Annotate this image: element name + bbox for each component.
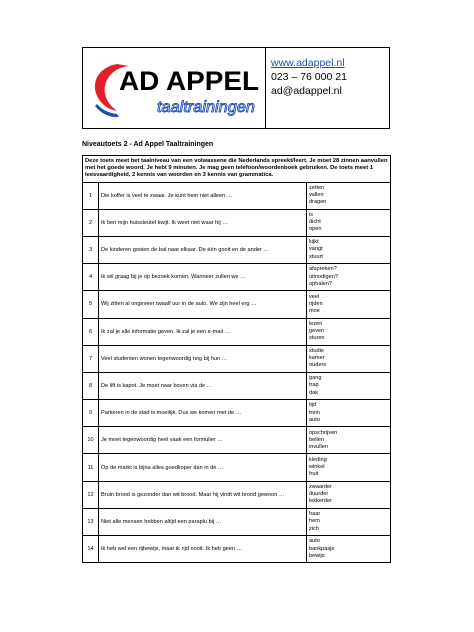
answer-option[interactable]: kleding [309, 456, 327, 463]
question-number: 10 [83, 427, 99, 454]
answer-option[interactable]: zetten [309, 184, 325, 191]
question-sentence: Ik wil graag bij je op bezoek komen. Wanneer zullen we … [99, 264, 307, 291]
answer-option[interactable]: dak [309, 389, 319, 396]
question-row [83, 236, 391, 263]
question-sentence: Die koffer is veel te zwaar. Je kunt hem niet alleen … [99, 182, 307, 209]
question-number: 11 [83, 454, 99, 481]
answer-options [307, 236, 391, 263]
answer-options [307, 264, 391, 291]
answer-options [307, 508, 391, 535]
answer-options [307, 182, 391, 209]
answer-option[interactable]: zwaarder [309, 483, 333, 490]
test-title: Niveautoets 2 - Ad Appel Taaltrainingen [82, 141, 214, 148]
answer-options [307, 291, 391, 318]
question-row [83, 536, 391, 563]
question-row [83, 182, 391, 209]
answer-option[interactable]: kamer [309, 355, 325, 362]
question-sentence: Je moet tegenwoordig heel vaak een formulier … [99, 427, 307, 454]
answer-options [307, 536, 391, 563]
answer-option[interactable]: veel [309, 293, 320, 300]
answer-option[interactable]: moe [309, 308, 320, 315]
answer-option[interactable]: trein [309, 409, 320, 416]
answer-option[interactable]: sturen [309, 335, 325, 342]
answer-option[interactable]: lezen [309, 320, 323, 327]
answer-option[interactable]: is [309, 212, 314, 219]
question-number: 9 [83, 400, 99, 427]
answer-option[interactable]: vallen [309, 192, 324, 199]
answer-option[interactable]: ouders [309, 362, 327, 369]
question-row [83, 209, 391, 236]
answer-options [307, 209, 391, 236]
question-number: 2 [83, 209, 99, 236]
phone-number: 023 – 76 000 21 [271, 71, 347, 83]
answer-option[interactable]: auto [309, 416, 320, 423]
question-row [83, 345, 391, 372]
answer-options [307, 318, 391, 345]
question-sentence: De kinderen gooien de bal naar elkaar. De één gooit en de ander … [99, 236, 307, 263]
answer-option[interactable]: kijkt [309, 239, 319, 246]
answer-option[interactable]: stuurt [309, 253, 323, 260]
question-number: 5 [83, 291, 99, 318]
question-sentence: Ik heb wel een rijbewijs, maar ik rijd nooit. Ik heb geen … [99, 536, 307, 563]
answer-option[interactable]: fruit [309, 471, 319, 478]
answer-option[interactable]: gang [309, 375, 322, 382]
answer-option[interactable]: uitnodigen? [309, 273, 338, 280]
answer-option[interactable]: trap [309, 382, 319, 389]
question-number: 8 [83, 372, 99, 399]
question-sentence: Bruin brood is gezonder dan wit brood. Maar hij vindt wit brood gewoon … [99, 481, 307, 508]
question-row [83, 318, 391, 345]
answer-option[interactable]: bankpasje [309, 545, 335, 552]
question-sentence: Ik zal je alle informatie geven. Ik zal je een e-mail … [99, 318, 307, 345]
answer-options [307, 400, 391, 427]
svg-text:taaltrainingen: taaltrainingen [157, 99, 256, 116]
question-number: 13 [83, 508, 99, 535]
answer-option[interactable]: haar [309, 511, 321, 518]
question-number: 4 [83, 264, 99, 291]
answer-option[interactable]: bewijs [309, 552, 325, 559]
answer-option[interactable]: ophalen? [309, 280, 333, 287]
question-sentence: Wij zitten al ongeveer twaalf uur in de auto. We zijn heel erg … [99, 291, 307, 318]
answer-option[interactable]: hem [309, 518, 320, 525]
svg-text:AD APPEL: AD APPEL [119, 66, 259, 96]
answer-option[interactable]: bellen [309, 436, 324, 443]
question-sentence: De lift is kapot. Je moet naar boven via de … [99, 372, 307, 399]
answer-option[interactable]: afspreken? [309, 266, 337, 273]
answer-option[interactable]: zich [309, 525, 319, 532]
answer-options [307, 345, 391, 372]
question-sentence: Ik ben mijn huissleutel kwijt. Ik weet niet waar hij … [99, 209, 307, 236]
contact-info [271, 56, 347, 98]
question-row [83, 264, 391, 291]
question-row [83, 427, 391, 454]
question-number: 7 [83, 345, 99, 372]
question-number: 1 [83, 182, 99, 209]
ad-appel-logo [87, 54, 263, 124]
email-address[interactable]: ad@adappel.nl [271, 85, 342, 97]
question-row [83, 400, 391, 427]
answer-option[interactable]: rijden [309, 300, 323, 307]
question-number: 6 [83, 318, 99, 345]
intro-text: Deze toets meet het taalniveau van een volwassene die Nederlands spreekt/leert. Je moet 28 zinnen aanvullen met het goede woord. Je hebt 9 minuten. Je mag geen telefoon/woordenboek gebruiken. De toets meet 1 leesvaardigheid, 2 kennis van woorden en 3 kennis van grammatica. [83, 156, 391, 183]
question-number: 14 [83, 536, 99, 563]
answer-option[interactable]: geven [309, 328, 325, 335]
answer-option[interactable]: dicht [309, 219, 321, 226]
answer-options [307, 372, 391, 399]
answer-option[interactable]: opschrijven [309, 429, 338, 436]
question-sentence: Op de markt is bijna alles goedkoper dan in de … [99, 454, 307, 481]
question-row [83, 508, 391, 535]
answer-option[interactable]: invullen [309, 443, 328, 450]
answer-options [307, 427, 391, 454]
answer-option[interactable]: dragen [309, 199, 327, 206]
answer-option[interactable]: duurder [309, 491, 329, 498]
question-sentence: Niet alle mensen hebben altijd een paraplu bij … [99, 508, 307, 535]
question-sentence: Parkeren in de stad is moeilijk. Dus we komen met de … [99, 400, 307, 427]
answer-option[interactable]: studie [309, 348, 324, 355]
question-row [83, 291, 391, 318]
question-row [83, 481, 391, 508]
answer-options [307, 481, 391, 508]
header-box [82, 47, 390, 129]
answer-option[interactable]: vangt [309, 246, 323, 253]
answer-option[interactable]: tijd [309, 402, 317, 409]
answer-option[interactable]: lekkerder [309, 498, 333, 505]
question-number: 3 [83, 236, 99, 263]
answer-options [307, 454, 391, 481]
question-row [83, 372, 391, 399]
question-number: 12 [83, 481, 99, 508]
website-link[interactable]: www.adappel.nl [271, 57, 345, 69]
answer-option[interactable]: auto [309, 538, 320, 545]
question-sentence: Veel studenten wonen tegenwoordig nog bij hun … [99, 345, 307, 372]
question-row [83, 454, 391, 481]
answer-option[interactable]: open [309, 226, 322, 233]
header-divider [265, 48, 266, 128]
answer-option[interactable]: winkel [309, 463, 325, 470]
question-table [82, 155, 391, 563]
